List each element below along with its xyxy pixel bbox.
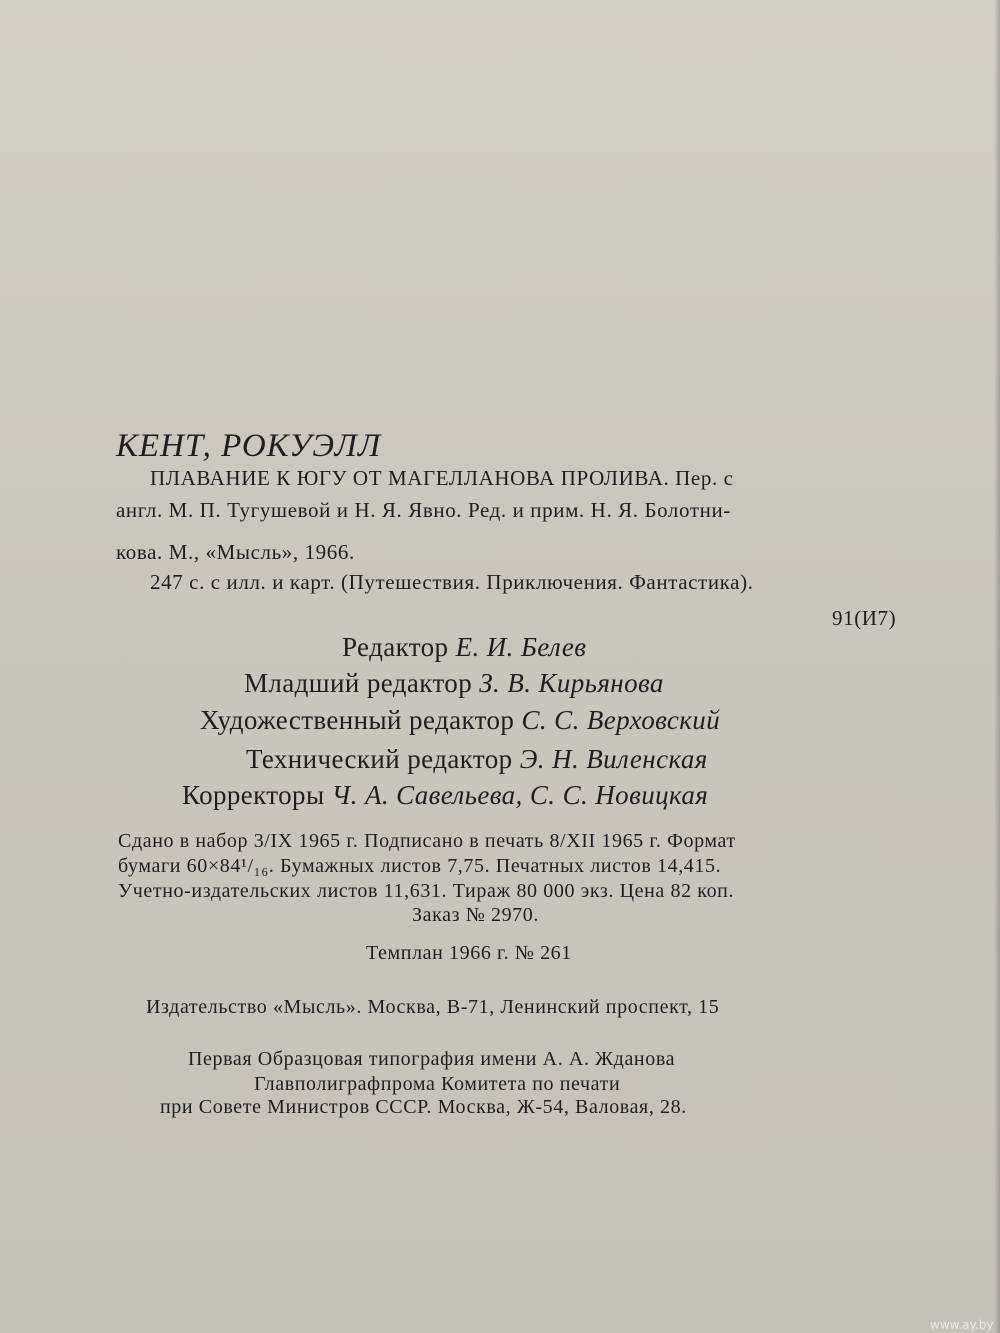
credit-line-junior-editor (244, 668, 664, 699)
printing-house-line-2: Главполиграфпрома Комитета по печати (254, 1073, 621, 1095)
credit-name: Э. Н. Виленская (519, 744, 708, 774)
credit-role: Младший редактор (244, 668, 473, 698)
credit-line-proofreaders (182, 780, 708, 811)
credit-role: Корректоры (182, 780, 325, 810)
imprint-templan-line: Темплан 1966 г. № 261 (366, 942, 572, 964)
credit-role: Редактор (342, 632, 449, 662)
page-edge-shadow (994, 0, 1000, 1333)
imprint-order-line: Заказ № 2970. (412, 904, 539, 926)
imprint-dates-line: Сдано в набор 3/IX 1965 г. Подписано в печать 8/XII 1965 г. Формат (118, 830, 736, 852)
printing-house-line-1: Первая Образцовая типография имени А. А. Жданова (188, 1048, 676, 1070)
bibliography-publisher-line: кова. М., «Мысль», 1966. (116, 540, 355, 564)
credit-role: Художественный редактор (200, 705, 515, 735)
site-watermark: www.ay.by (930, 1318, 994, 1332)
credit-name: Е. И. Белев (455, 632, 587, 662)
bibliography-classification: 91(И7) (832, 606, 897, 630)
credit-line-technical-editor (246, 744, 708, 775)
credit-line-editor (342, 632, 586, 663)
bibliography-pages-line: 247 с. с илл. и карт. (Путешествия. Приключения. Фантастика). (150, 570, 754, 594)
publisher-address-line: Издательство «Мысль». Москва, В-71, Ленинский проспект, 15 (146, 996, 720, 1018)
credit-name: Ч. А. Савельева, С. С. Новицкая (331, 780, 709, 810)
credit-line-art-editor (200, 705, 720, 736)
credit-name: З. В. Кирьянова (479, 668, 664, 698)
author-heading: КЕНТ, РОКУЭЛЛ (116, 428, 382, 464)
printing-house-line-3: при Совете Министров СССР. Москва, Ж-54, Валовая, 28. (160, 1096, 687, 1118)
imprint-paper-line: бумаги 60×84¹/₁₆. Бумажных листов 7,75. Печатных листов 14,415. (118, 855, 722, 877)
credit-role: Технический редактор (246, 744, 513, 774)
imprint-circulation-line: Учетно-издательских листов 11,631. Тираж 80 000 экз. Цена 82 коп. (118, 880, 735, 902)
bibliography-translators-line: англ. М. П. Тугушевой и Н. Я. Явно. Ред. и прим. Н. Я. Болотни- (116, 498, 731, 522)
credit-name: С. С. Верховский (521, 705, 721, 735)
bibliography-title-line: ПЛАВАНИЕ К ЮГУ ОТ МАГЕЛЛАНОВА ПРОЛИВА. Пер. с (150, 466, 734, 490)
